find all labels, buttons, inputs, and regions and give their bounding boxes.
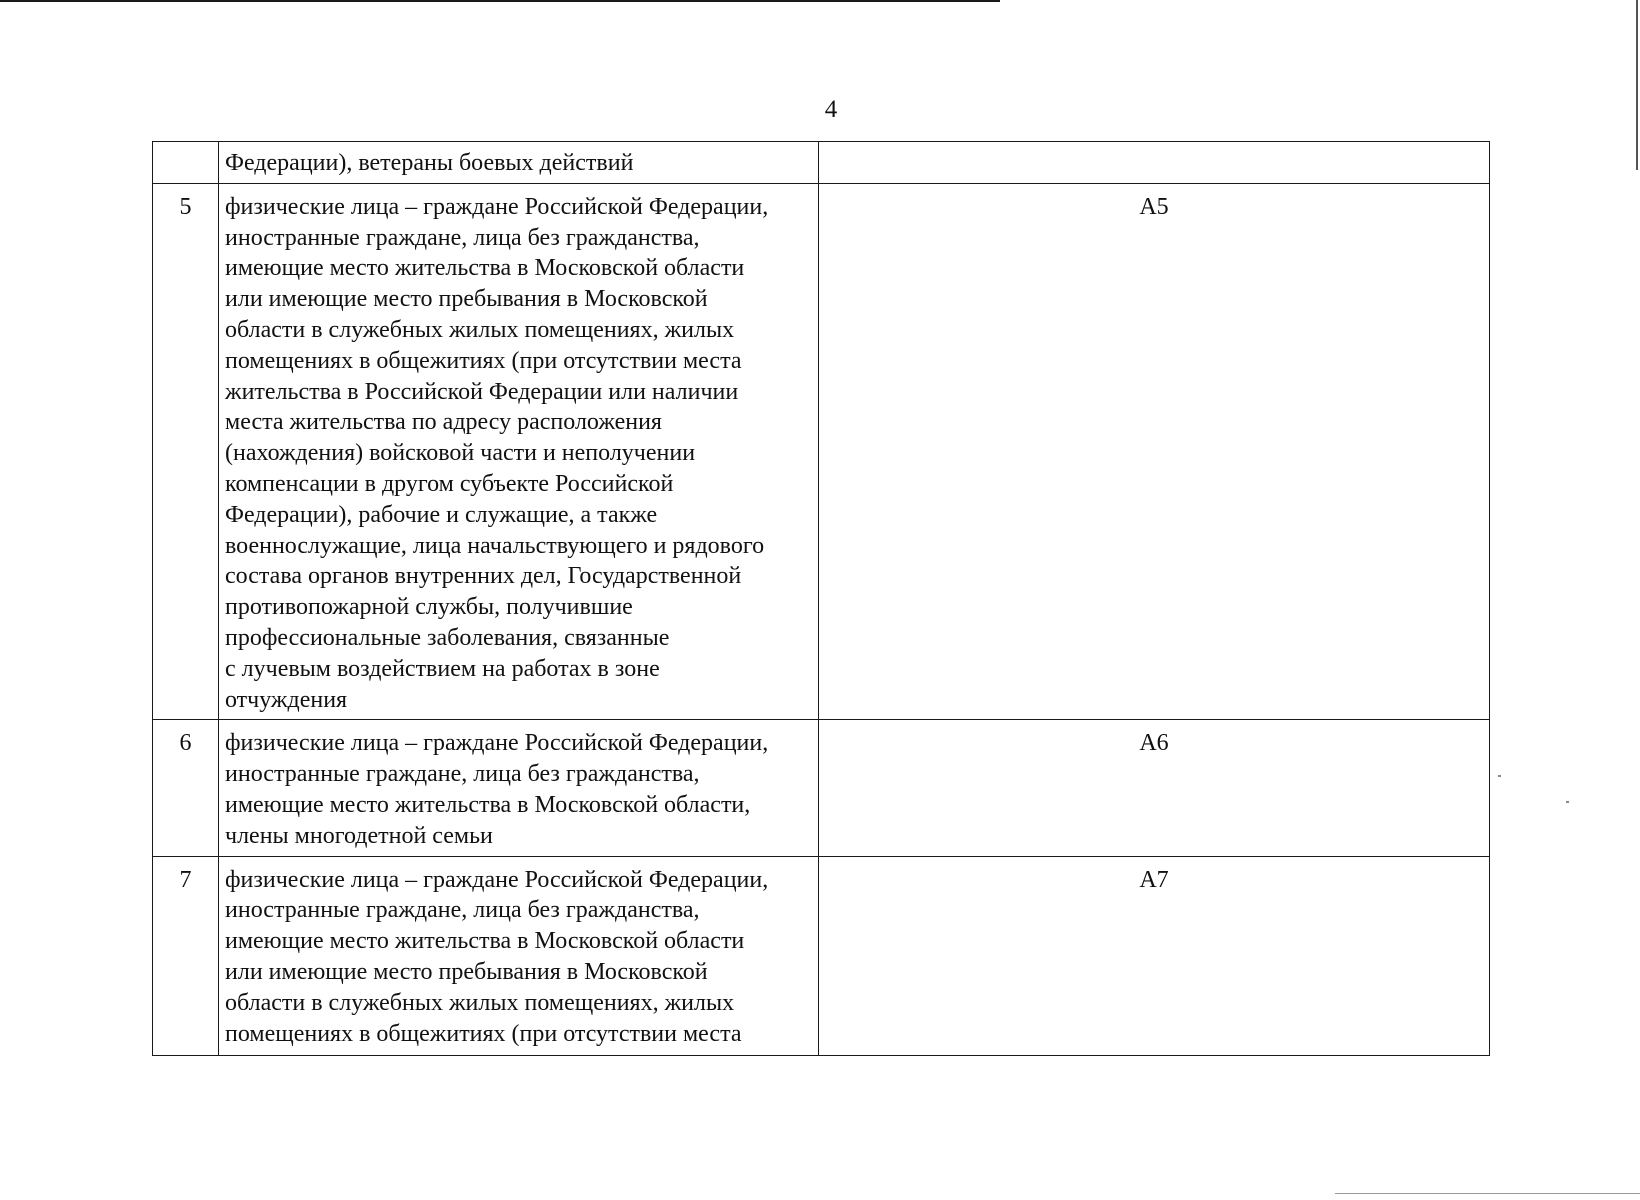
table-row <box>153 183 1490 720</box>
row-code-cell: А7 <box>819 856 1490 1056</box>
scan-speck <box>1498 775 1501 777</box>
scan-edge-right <box>1636 0 1638 170</box>
row-number-cell: 5 <box>153 183 219 720</box>
row-description-cell: физические лица – граждане Российской Федерации, иностранные граждане, лица без гражданства, имеющие место жительства в Московской области или имеющие место пребывания в Московской области в служебных жилых помещениях, жилых помещениях в общежитиях (при отсутствии места <box>219 856 819 1056</box>
table-row <box>153 856 1490 1056</box>
row-number-cell <box>153 142 219 184</box>
category-table <box>152 141 1490 1056</box>
row-code-cell: А5 <box>819 183 1490 720</box>
row-code-cell <box>819 142 1490 184</box>
row-code-cell: А6 <box>819 720 1490 856</box>
scan-speck <box>1566 801 1569 803</box>
scan-edge-bottom <box>1335 1193 1640 1194</box>
row-description-cell: физические лица – граждане Российской Федерации, иностранные граждане, лица без гражданства, имеющие место жительства в Московской области или имеющие место пребывания в Московской области в служебных жилых помещениях, жилых помещениях в общежитиях (при отсутствии места жительства в Российской Федерации или наличии места жительства по адресу расположения (нахождения) войсковой части и неполучении компенсации в другом субъекте Российской Федерации), рабочие и служащие, а также военнослужащие, лица начальствующего и рядового состава органов внутренних дел, Государственной противопожарной службы, получившие профессиональные заболевания, связанные с лучевым воздействием на работах в зоне отчуждения <box>219 183 819 720</box>
row-number-cell: 7 <box>153 856 219 1056</box>
scan-edge-top <box>0 0 1000 2</box>
row-description-cell: Федерации), ветераны боевых действий <box>219 142 819 184</box>
table-row <box>153 142 1490 184</box>
page-number: 4 <box>824 96 838 123</box>
table-row <box>153 720 1490 856</box>
row-description-cell: физические лица – граждане Российской Федерации, иностранные граждане, лица без гражданства, имеющие место жительства в Московской области, члены многодетной семьи <box>219 720 819 856</box>
row-number-cell: 6 <box>153 720 219 856</box>
